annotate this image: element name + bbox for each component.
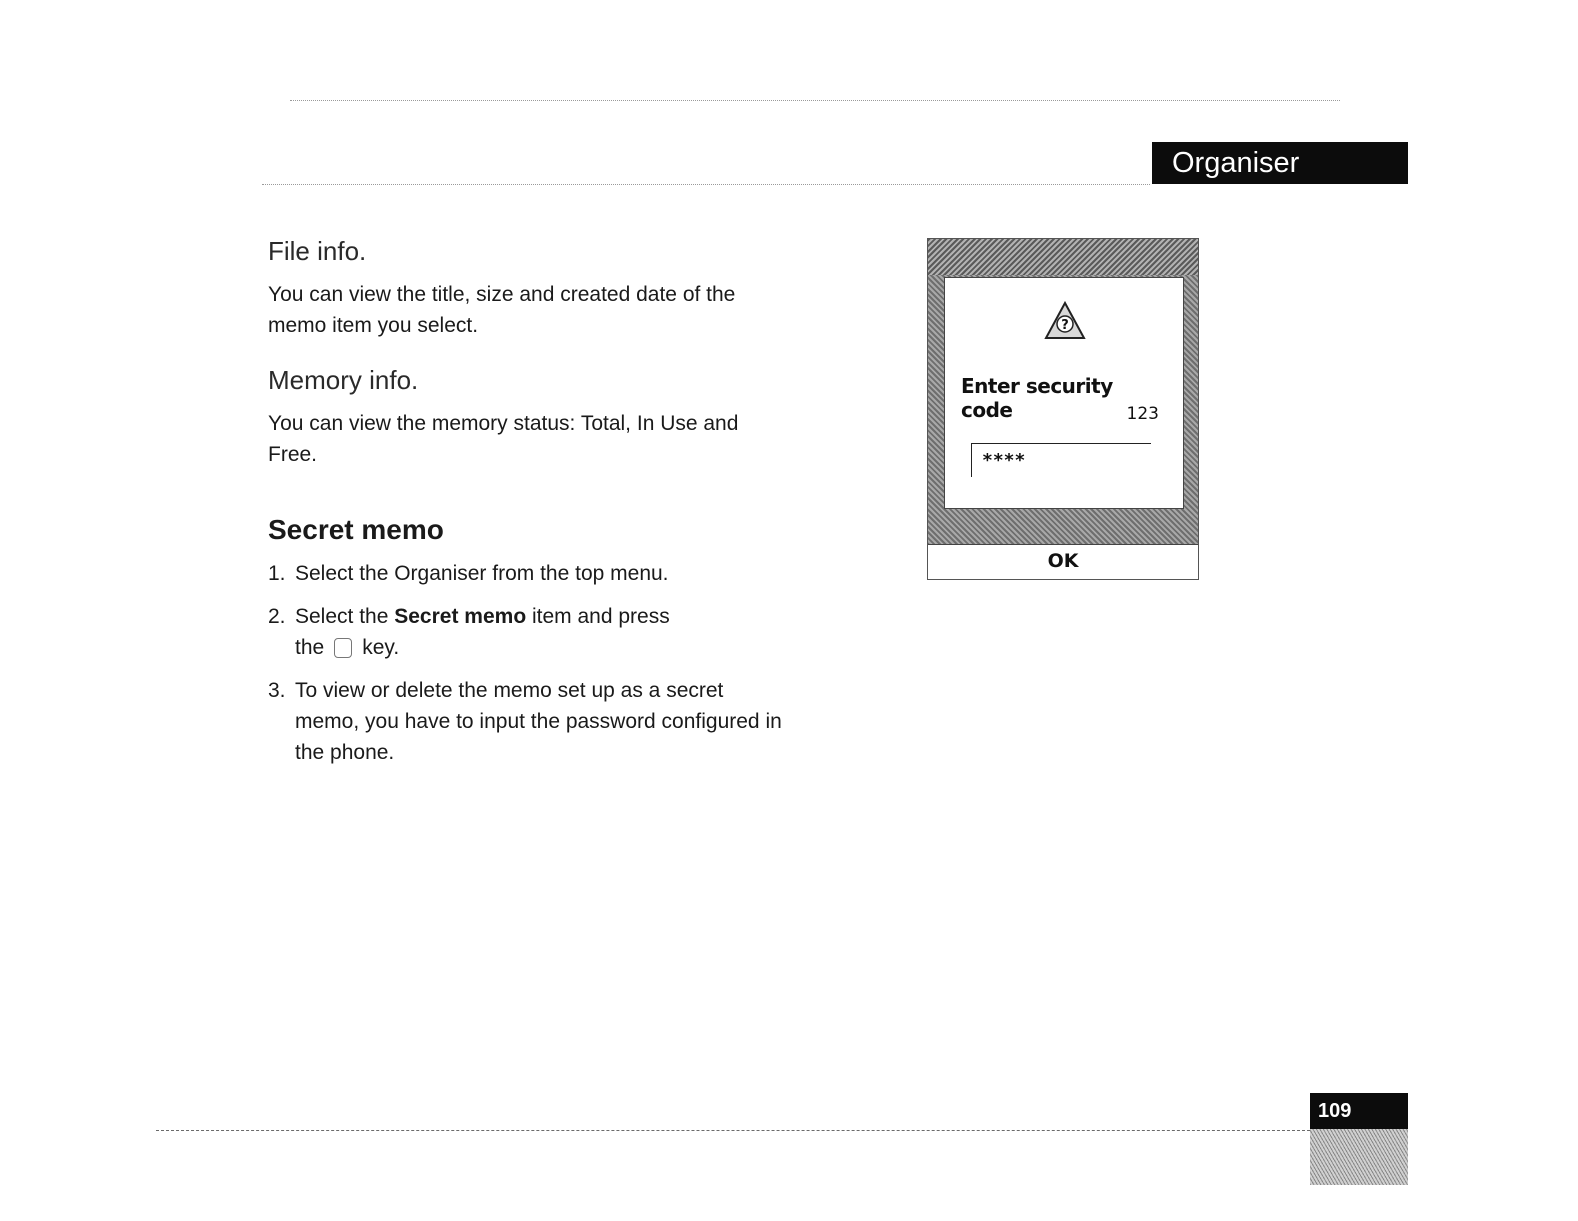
step-item (268, 558, 788, 589)
step-number: 3. (268, 679, 286, 702)
page-number: 109 (1310, 1093, 1408, 1129)
section-tab (1152, 142, 1408, 184)
step-number: 2. (268, 605, 286, 628)
step-item (268, 675, 788, 768)
file-info-heading: File info. (268, 236, 367, 266)
security-code-input[interactable]: **** (971, 443, 1151, 477)
security-code-hint: 123 (1126, 404, 1159, 424)
memory-info-body: You can view the memory status: Total, In Use and Free. (268, 412, 739, 466)
security-code-dialog (944, 277, 1184, 509)
svg-text:?: ? (1061, 318, 1069, 333)
step-text: To view or delete the memo set up as a secret memo, you have to input the password configured in the phone. (295, 679, 782, 764)
section-title: Organiser (1172, 147, 1300, 179)
step-text-bold: Secret memo (394, 605, 527, 628)
footer-dashed-rule (156, 1130, 1310, 1131)
phone-screenshot (927, 238, 1199, 580)
secret-memo-heading: Secret memo (268, 514, 444, 545)
step-number: 1. (268, 562, 286, 585)
page-corner-texture (1310, 1129, 1408, 1185)
header-dotted-rule (262, 184, 1150, 185)
top-dotted-rule (290, 100, 1340, 101)
phone-title-bar (928, 239, 1198, 275)
step-text (295, 601, 670, 663)
file-info-body: You can view the title, size and created date of the memo item you select. (268, 283, 736, 337)
steps-list (268, 558, 788, 768)
step-text-line2-post: key. (362, 636, 400, 659)
step-text: Select the Organiser from the top menu. (295, 562, 669, 585)
step-item (268, 601, 788, 663)
memory-info-heading: Memory info. (268, 365, 419, 395)
softkey-bar (928, 544, 1198, 579)
ok-softkey[interactable]: OK (1047, 550, 1079, 572)
select-key-icon (334, 638, 352, 658)
warning-question-icon (1043, 300, 1087, 342)
security-code-prompt: Enter security code (961, 374, 1113, 422)
step-text-pre: Select the (295, 605, 389, 628)
step-text-post: item and press (532, 605, 670, 628)
step-text-line2-pre: the (295, 636, 325, 659)
main-content (268, 236, 788, 780)
